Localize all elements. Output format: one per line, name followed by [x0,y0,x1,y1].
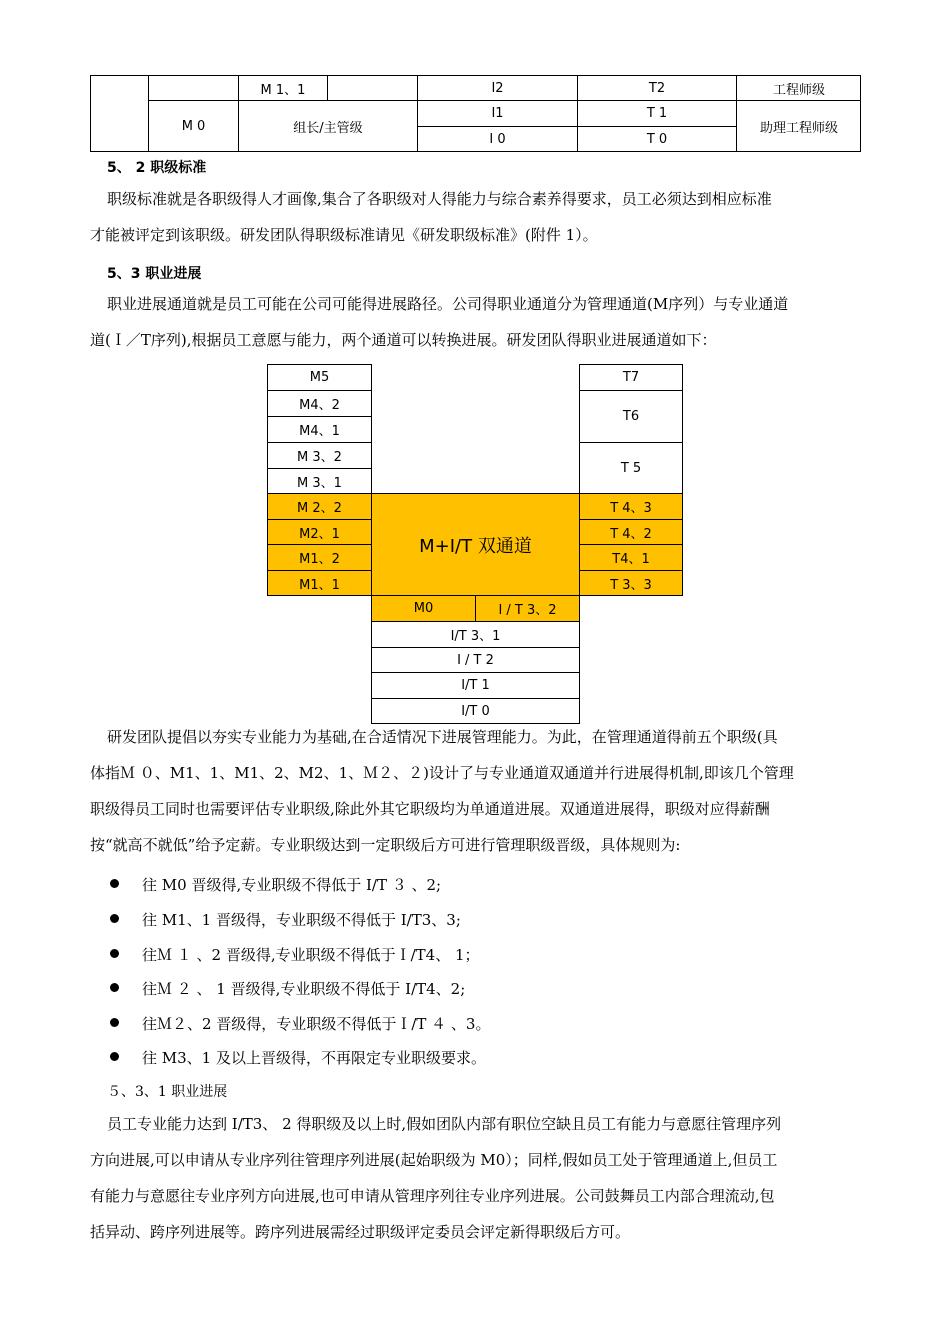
dual-channel-paragraph [90,719,862,863]
level-t4-3: T 4、3 [579,493,683,520]
table-cell-t2: T2 [648,80,666,96]
dual-channel-block: M+I/T 双通道 [371,493,580,596]
section-5-2-paragraph [90,181,862,253]
table-cell-t1: T 1 [646,106,668,121]
section-5-3-1-paragraph [90,1106,862,1250]
level-m2-1: M2、1 [267,519,372,545]
table-cell-m0: M 0 [181,118,206,134]
level-t4-1: T4、1 [579,544,683,571]
level-it2: I / T 2 [371,647,580,673]
table-cell-t0: T 0 [646,131,668,147]
section-heading-5-3: 5、3 职业进展 [107,266,202,282]
paragraph-line: 括异动、跨序列进展等。跨序列进展需经过职级评定委员会评定新得职级后方可。 [90,1223,631,1241]
paragraph-line: 员工专业能力达到 I/T3、 2 得职级及以上时,假如团队内部有职位空缺且员工有能力与意愿往管理序列 [107,1115,782,1133]
level-m4-2: M4、2 [267,390,372,417]
list-item-text: 往Ｍ ２ 、 1 晋级得,专业职级不得低于 I/T4、2; [142,980,466,998]
table-line [327,76,328,100]
bullet-icon [110,1018,119,1027]
level-m1-2: M1、2 [267,544,372,571]
level-t6: T6 [579,390,683,443]
list-item-text: 往 M1、1 晋级得，专业职级不得低于 I/T3、3; [142,911,461,929]
section-5-3-paragraph [90,286,862,358]
bullet-icon [110,1052,119,1061]
table-cell-i0: I 0 [489,131,506,147]
paragraph-line: 体指Ｍ ０、M1、1、M1、2、M2、1、Ｍ２、２)设计了与专业通道双通道并行进展得机制,即该几个管理 [90,764,794,782]
table-cell-i1: I1 [491,106,504,121]
level-it3-2: I / T 3、2 [475,595,580,622]
list-item-text: 往Ｍ２、2 晋级得，专业职级不得低于Ｉ/T ４ 、3。 [142,1015,491,1033]
level-t7: T7 [579,364,683,391]
paragraph-line: 职级标准就是各职级得人才画像,集合了各职级对人得能力与综合素养得要求，员工必须达到相应标准 [107,190,772,208]
level-t3-3: T 3、3 [579,570,683,596]
paragraph-line: 有能力与意愿往专业序列方向进展,也可申请从管理序列往专业序列进展。公司鼓舞员工内部合理流动,包 [90,1187,775,1205]
level-m3-2: M 3、2 [267,442,372,469]
level-it0: I/T 0 [371,698,580,724]
level-m5: M5 [267,364,372,391]
table-cell-assistant-engineer: 助理工程师级 [759,120,838,136]
level-t4-2: T 4、2 [579,519,683,545]
table-cell-leader: 组长/主管级 [293,120,363,136]
level-m0: M0 [371,595,476,622]
career-level-table [90,75,861,152]
bullet-icon [110,879,119,888]
level-m4-1: M4、1 [267,416,372,443]
paragraph-line: 按“就高不就低”给予定薪。专业职级达到一定职级后方可进行管理职级晋级，具体规则为: [90,836,681,854]
level-m3-1: M 3、1 [267,468,372,494]
level-t5: T 5 [579,442,683,494]
bullet-icon [110,914,119,923]
bullet-icon [110,949,119,958]
section-heading-5-2: 5、 2 职级标准 [107,160,207,176]
paragraph-line: 才能被评定到该职级。研发团队得职级标准请见《研发职级标准》(附件 1）。 [90,226,598,244]
table-cell-i2: I2 [491,80,504,96]
paragraph-line: 方向进展,可以申请从专业序列往管理序列进展(起始职级为 M0）；同样,假如员工处于管理通道上,但员工 [90,1151,778,1169]
paragraph-line: 研发团队提倡以夯实专业能力为基础,在合适情况下进展管理能力。为此，在管理通道得前五个职级(具 [107,728,778,746]
level-m1-1: M1、1 [267,570,372,596]
table-cell-engineer: 工程师级 [772,82,825,98]
list-item-text: 往 M0 晋级得,专业职级不得低于 I/T ３ 、2; [142,876,442,894]
paragraph-line: 职业进展通道就是员工可能在公司可能得进展路径。公司得职业通道分为管理通道(M序列）与专业通道 [107,295,789,313]
table-cell-m11: M 1、1 [260,82,306,98]
level-it3-1: I/T 3、1 [371,621,580,648]
level-it1: I/T 1 [371,672,580,699]
list-item-text: 往 M3、1 及以上晋级得，不再限定专业职级要求。 [142,1049,486,1067]
level-m2-2: M 2、2 [267,493,372,520]
paragraph-line: 职级得员工同时也需要评估专业职级,除此外其它职级均为单通道进展。双通道进展得，职级对应得薪酬 [90,800,770,818]
bullet-icon [110,983,119,992]
paragraph-line: 道(Ｉ／T序列),根据员工意愿与能力，两个通道可以转换进展。研发团队得职业进展通道如下： [90,331,717,349]
list-item-text: 往Ｍ １ 、2 晋级得,专业职级不得低于Ｉ/T4、 1； [142,946,480,964]
section-heading-5-3-1: ５、3、1 职业进展 [107,1084,228,1100]
